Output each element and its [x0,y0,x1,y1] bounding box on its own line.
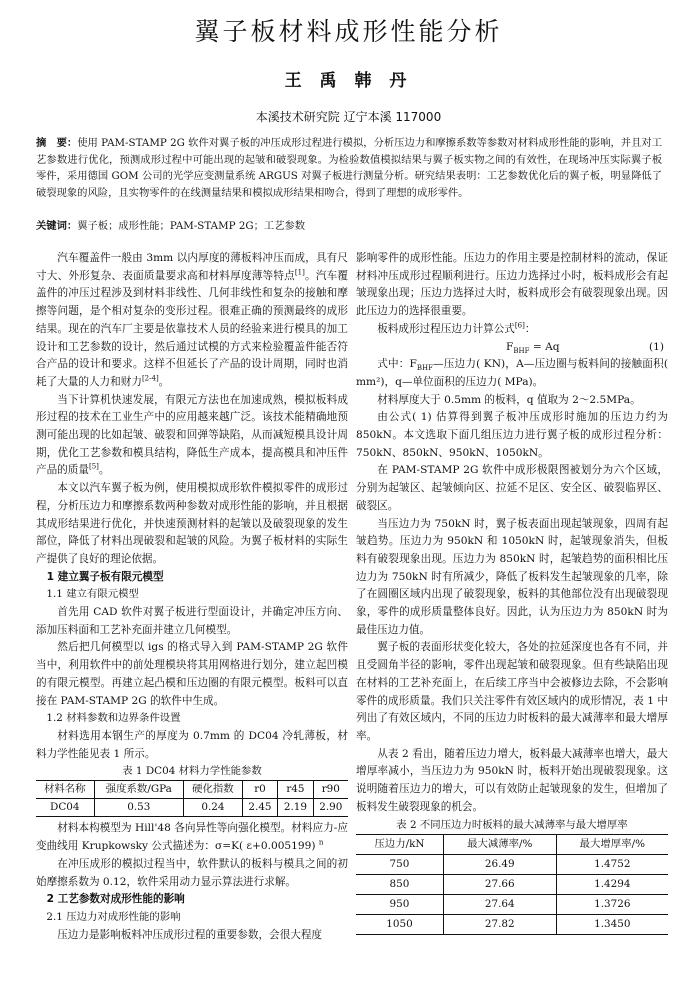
paragraph-bhf-cont: 影响零件的成形性能。压边力的作用主要是控制材料的流动，保证材料冲压成形过程顺利进行。压边力选择过小时，板料成形会有起皱现象出现；压边力选择过大时，板料成形会有破裂现象出现。因此压边力的选择很重要。 [356,252,668,318]
table-row: DC04 0.53 0.24 2.45 2.19 2.90 [36,799,348,817]
intro-paragraph-3: 本文以汽车翼子板为例，使用模拟成形软件模拟零件的成形过程，分析压边力和摩擦系数两种参数对成形性能的影响，并且根据其成形结果进行优化，并快速预测材料的起皱以及破裂现象的发生部位，降低了材料出现破裂和起皱的风险。为翼子板材料的实际生产提供了良好的理论依据。 [36,482,348,565]
section-heading-1: 1 建立翼子板有限元模型 [46,570,164,583]
paragraph-formula-terms: 式中：$F_{BHF}—$压边力( KN)，A—压边圈与板料间的接触面积( mm²)，q—单位面积的压边力( MPa)。 [356,358,668,388]
paragraph-fld-zones: 在 PAM-STAMP 2G 软件中成形极限图被划分为六个区域，分别为起皱区、起皱倾向区、拉延不足区、安全区、破裂临界区、破裂区。 [356,464,668,512]
formula-number: (1) [648,340,664,353]
paragraph-material: 材料选用本钢生产的厚度为 0.7mm 的 DC04 冷轧薄板，材料力学性能见表 1 所示。 [36,729,348,760]
paragraph-estimate: 由公式( 1) 估算得到翼子板冲压成形时施加的压边力约为 850kN。本文选取下面几组压边力进行翼子板的成形过程分析：750kN、850kN、950kN、1050kN。 [356,411,668,459]
table-row: 950 27.64 1.3726 [356,894,668,914]
paragraph-friction: 在冲压成形的模拟过程当中，软件默认的板料与模具之间的初始摩擦系数为 0.12，软件采用动力显示算法进行求解。 [36,857,348,888]
paper-authors: 王 禹 韩 丹 [284,71,413,91]
subsection-heading-2-1: 2.1 压边力对成形性能的影响 [46,910,181,923]
abstract-label: 摘 要： [36,137,78,149]
paragraph-bhf-start: 压边力是影响板料冲压成形过程的重要参数，会很大程度 [57,928,323,941]
intro-paragraph-2: 当下计算机快速发展，有限元方法也在加速成熟，模拟板料成形过程的技术在工业生产中的应用越来越广泛。该技术能精确地预测可能出现的比如起皱、破裂和回弹等缺陷，从而减短模具设计周期，优化工艺参数和模具结构，降低生产成本，提高模具和冲压件产品的质量[5]。 [36,393,348,477]
subsection-heading-1-1: 1.1 建立有限元模型 [46,588,139,601]
paragraph-cad: 首先用 CAD 软件对翼子板进行型面设计，并确定冲压方向、添加压料面和工艺补充面并建立几何模型。 [36,606,348,636]
right-column [356,250,668,935]
paragraph-formula-intro: 板料成形过程压边力计算公式[6]： [377,321,536,335]
paragraph-import: 然后把几何模型以 igs 的格式导入到 PAM-STAMP 2G 软件当中，利用软件中的前处理模块将其用网格进行划分，建立起凹模的有限元模型。再建立起凸模和压边圈的有限元模型。板料可以直接在 PAM-STAMP 2G 的软件中生成。 [36,641,348,707]
table-row: 850 27.66 1.4294 [356,874,668,894]
paragraph-bhf-results: 当压边力为 750kN 时，翼子板表面出现起皱现象，四周有起皱趋势。压边力为 950kN 和 1050kN 时，起皱现象消失，但板料有破裂现象出现。压边力为 850kN 时，起皱趋势的面积相比压边力为 750kN 时有所减少，降低了板料发生起皱现象的几率，除了在圆圈区域内出现了破裂现象，板料的其他部位没有出现破裂现象，零件的成形质量整体良好。因此，认为压边力为 850kN 时为最佳压边力值。 [356,517,668,636]
table2-caption: 表 2 不同压边力时板料的最大减薄率与最大增厚率 [396,818,628,831]
paragraph-constitutive: 材料本构模型为 Hill'48 各向异性等向强化模型。材料应力-应变曲线用 Krupkowsky 公式描述为：σ=K( ε+0.005199) $^n$ [36,822,348,853]
section-heading-2: 2 工艺参数对成形性能的影响 [46,893,185,906]
table1 [36,780,348,817]
abstract-text: 使用 PAM-STAMP 2G 软件对翼子板的冲压成形过程进行模拟，分析压边力和摩擦系数等参数对材料成形性能的影响，并且对工艺参数进行优化，预测成形过程中可能出现的起皱和破裂现象。为检验数值模拟结果与翼子板实物之间的有效性，在现场冲压实际翼子板零件，采用德国 GOM 公司的光学应变测量系统 ARGUS 对翼子板进行测量分析。研究结果表明：工艺参数优化后的翼子板，明显降低了破裂现象的风险，且实物零件的在线测量结果和模拟成形结果相吻合，得到了理想的成形零件。 [36,137,663,199]
abstract [36,135,662,201]
formula-1: $F_{BHF} = Aq$ (1) [506,340,664,355]
keywords [36,218,662,234]
table-row: 压边力/kN 最大减薄率/% 最大增厚率/% [356,834,668,854]
table1-caption: 表 1 DC04 材料力学性能参数 [122,765,262,778]
paragraph-surface: 翼子板的表面形状变化较大，各处的拉延深度也各有不同，并且受圆角半径的影响，零件出现起皱和破裂现象。但有些缺陷出现在材料的工艺补充面上，在后续工序当中会被修边去除，不会影响零件的成形质量。我们只关注零件有效区域内的成形情况，表 1 中列出了有效区域内，不同的压边力时板料的最大减薄率和最大增厚率。 [356,641,668,742]
table2 [356,834,668,935]
table-row: 材料名称 强度系数/GPa 硬化指数 r0 r45 r90 [36,781,348,799]
paper-affiliation: 本溪技术研究院 辽宁本溪 117000 [255,110,442,124]
keywords-text: 翼子板；成形性能；PAM-STAMP 2G；工艺参数 [77,220,306,232]
keywords-label: 关键词： [36,220,78,232]
table-row: 750 26.49 1.4752 [356,854,668,874]
paragraph-table2-analysis: 从表 2 看出，随着压边力增大，板料最大减薄率也增大，最大增厚率减小，当压边力为 950kN 时，板料开始出现破裂现象。这说明随着压边力的增大，可以有效防止起皱现象的发生，但增加了板料发生破裂现象的机会。 [356,747,668,813]
left-column [36,250,348,944]
intro-paragraph-1: 汽车覆盖件一般由 3mm 以内厚度的薄板料冲压而成，具有尺寸大、外形复杂、表面质量要求高和材料厚度薄等特点[1]。汽车覆盖件的冲压过程涉及到材料非线性、几何非线性和复杂的接触和摩擦等问题，是个相对复杂的变形过程。很难正确的预测最终的成形结果。现在的汽车厂主要是依靠技术人员的经验来进行模具的加工设计和工艺参数的设计，然后通过试模的方式来检验覆盖件能否符合产品的设计和要求。这样不但延长了产品的设计周期，同时也消耗了大量的人力和财力[2-4]。 [36,252,348,388]
paragraph-thickness: 材料厚度大于 0.5mm 的板料，q 值取为 2～2.5MPa。 [377,393,641,406]
table-row: 1050 27.82 1.3450 [356,914,668,934]
subsection-heading-1-2: 1.2 材料参数和边界条件设置 [46,712,181,725]
paper-title: 翼子板材料成形性能分析 [194,17,503,46]
